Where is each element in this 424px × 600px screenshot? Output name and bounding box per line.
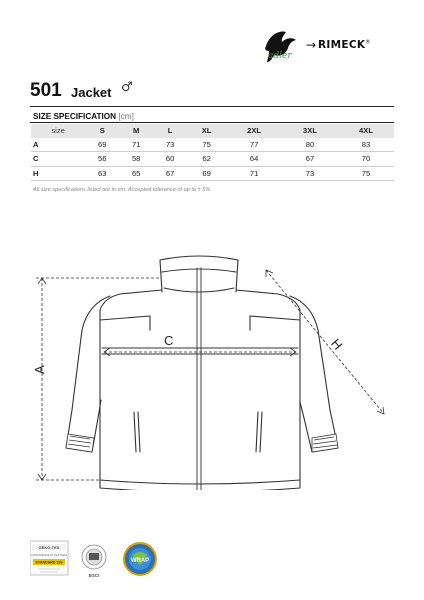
tolerance-note: All size specifications listed are in cm. Accepted tolerance of up to ± 5% (33, 187, 211, 193)
jacket-cuffs (66, 434, 338, 452)
table-cell: 83 (361, 139, 371, 149)
table-row (31, 152, 394, 167)
dimension-c-line (104, 348, 296, 356)
table-cell: 71 (131, 139, 141, 149)
bsci-label: BSCI (88, 573, 100, 578)
table-cell: 56 (98, 154, 107, 164)
oeko-tex-standard: STANDARD 100 (35, 560, 63, 565)
table-cell: 60 (165, 154, 175, 164)
spec-divider (30, 122, 394, 123)
table-cell: 69 (98, 139, 107, 149)
title-divider (30, 106, 394, 107)
table-cell: 58 (131, 154, 141, 164)
rimeck-logo-text: RIMECK (318, 39, 366, 51)
table-cell: 70 (361, 154, 371, 164)
jacket-right-pocket (256, 412, 262, 452)
table-cell: 75 (361, 168, 371, 178)
header-cell-m: M (119, 124, 153, 138)
model-number: 501 (30, 80, 62, 101)
spec-title-text: SIZE SPECIFICATION (33, 112, 117, 121)
dimension-label-h: H (328, 335, 346, 353)
dimension-h-line (266, 270, 384, 414)
table-cell: 71 (249, 168, 259, 178)
jacket-zipper (197, 268, 201, 490)
oeko-tex-badge (30, 541, 68, 575)
rimeck-logo (318, 39, 371, 51)
table-cell: 73 (305, 168, 315, 178)
table-cell: 63 (98, 168, 107, 178)
wrap-label: WRAP (130, 558, 150, 564)
dimension-label-c: C (164, 333, 174, 348)
table-cell: 75 (202, 139, 211, 149)
row-label: H (33, 168, 39, 178)
product-name: Jacket (71, 85, 112, 100)
size-table-header (31, 124, 394, 138)
bsci-badge (82, 545, 106, 578)
jacket-hem (100, 480, 300, 484)
header-cell-s: S (85, 124, 119, 138)
jacket-yoke (100, 316, 300, 330)
spec-title (33, 112, 134, 121)
jacket-left-pocket (134, 412, 140, 452)
jacket-chest-line (102, 348, 298, 354)
size-table (31, 124, 394, 181)
male-gender-icon: ♂ (121, 80, 133, 95)
table-cell: 73 (165, 139, 175, 149)
table-row (31, 166, 394, 181)
table-cell: 65 (131, 168, 141, 178)
jacket-diagram (0, 230, 424, 490)
wrap-badge (124, 543, 156, 575)
header-cell-2xl: 2XL (226, 124, 282, 138)
spec-unit: [cm] (118, 112, 134, 121)
row-label: A (33, 139, 39, 149)
table-cell: 64 (249, 154, 259, 164)
table-cell: 80 (305, 139, 315, 149)
table-cell: 67 (165, 168, 175, 178)
registered-mark: ® (365, 39, 371, 46)
header-cell-size: size (31, 124, 85, 138)
adler-logo-text: adler (268, 51, 292, 61)
oeko-tex-subtitle: CONFIDENCE IN TEXTILES (30, 553, 68, 557)
header-cell-l: L (153, 124, 187, 138)
dimension-a-line (36, 278, 160, 480)
header-cell-3xl: 3XL (282, 124, 338, 138)
table-cell: 77 (249, 139, 259, 149)
arrow-right-icon: → (306, 38, 317, 52)
header-cell-4xl: 4XL (338, 124, 394, 138)
table-cell: 69 (202, 168, 211, 178)
row-label: C (33, 154, 39, 164)
oeko-tex-title: OEKO-TEX (38, 545, 60, 550)
table-cell: 67 (305, 154, 315, 164)
dimension-label-a: A (32, 365, 47, 374)
table-row (31, 138, 394, 152)
table-cell: 62 (202, 154, 211, 164)
certificate-badges (30, 535, 230, 585)
header-cell-xl: XL (187, 124, 226, 138)
jacket-body (100, 290, 300, 490)
jacket-collar (160, 256, 238, 292)
